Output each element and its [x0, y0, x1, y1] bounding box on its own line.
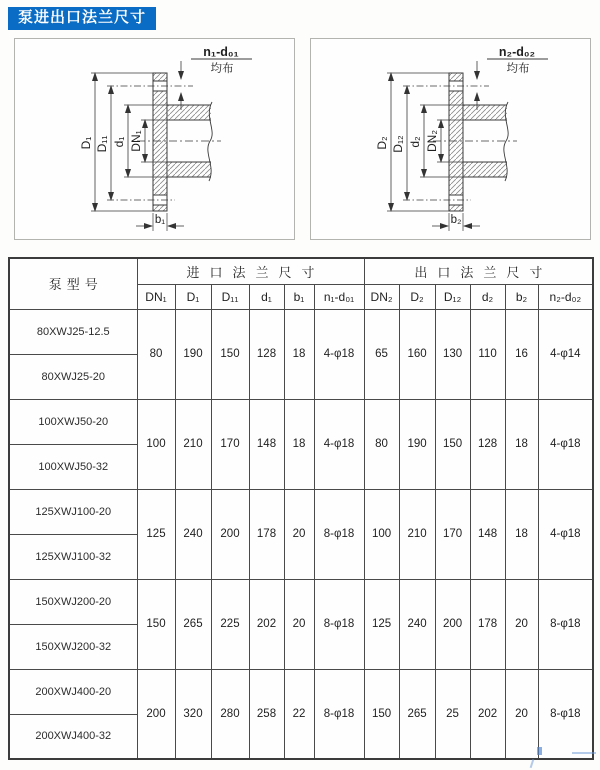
- dimension-value: 4-φ18: [314, 399, 364, 489]
- dimension-value: 20: [284, 579, 314, 669]
- flange-dimensions-table: [8, 257, 594, 760]
- evenly-distributed-label: 均布: [210, 63, 234, 75]
- dimension-value: 8-φ18: [538, 669, 593, 759]
- dimension-value: 110: [470, 309, 505, 399]
- thickness-dimension-label: b₁: [154, 214, 166, 226]
- dimension-value: 202: [470, 669, 505, 759]
- pump-model: 150XWJ200-20: [9, 579, 137, 624]
- pipe-wall-top: [167, 105, 211, 120]
- dimension-value: 18: [505, 489, 538, 579]
- table-row: [9, 669, 593, 714]
- outlet-group-header: 出口法兰尺寸: [364, 258, 593, 284]
- column-header-d2-small: d₂: [470, 284, 505, 309]
- dimension-value: 125: [364, 579, 399, 669]
- flange-plate: [449, 73, 463, 211]
- dimension-value: 240: [399, 579, 435, 669]
- pipe-wall-top: [463, 105, 507, 120]
- table-row: [9, 489, 593, 534]
- evenly-distributed-label: 均布: [506, 63, 530, 75]
- table-row: [9, 309, 593, 354]
- dimension-value: 170: [435, 489, 470, 579]
- dimension-value: 210: [399, 489, 435, 579]
- dimension-value: 4-φ14: [538, 309, 593, 399]
- column-header-dn2: DN₂: [364, 284, 399, 309]
- bore-dimension-label: DN₂: [425, 130, 439, 152]
- dimension-value: 190: [399, 399, 435, 489]
- dimension-value: 130: [435, 309, 470, 399]
- dimension-value: 80: [137, 309, 175, 399]
- dimension-value: 200: [435, 579, 470, 669]
- column-header-n2d02: n₂-d₀₂: [538, 284, 593, 309]
- bore-dimension-label: DN₁: [129, 130, 143, 152]
- pump-model: 200XWJ400-20: [9, 669, 137, 714]
- dimension-value: 320: [175, 669, 211, 759]
- od-dimension-label: D₂: [375, 136, 389, 150]
- column-header-d11: D₁₁: [211, 284, 249, 309]
- holes-count-label: n₁-d₀₁: [203, 45, 239, 59]
- pump-model: 200XWJ400-32: [9, 714, 137, 759]
- dimension-value: 20: [284, 489, 314, 579]
- dimension-value: 150: [137, 579, 175, 669]
- face-dimension-label: d₁: [112, 136, 126, 148]
- dimension-value: 148: [249, 399, 284, 489]
- dimension-value: 20: [505, 669, 538, 759]
- dimension-value: 100: [364, 489, 399, 579]
- watermark-tick: [530, 759, 535, 768]
- pipe-wall-bottom: [463, 162, 507, 177]
- dimension-value: 18: [284, 309, 314, 399]
- dimension-value: 25: [435, 669, 470, 759]
- inlet-flange-panel: [14, 38, 295, 240]
- dimension-value: 202: [249, 579, 284, 669]
- pump-model: 80XWJ25-20: [9, 354, 137, 399]
- dimension-value: 170: [211, 399, 249, 489]
- dimension-value: 20: [505, 579, 538, 669]
- pump-model: 125XWJ100-32: [9, 534, 137, 579]
- flange-plate: [153, 73, 167, 211]
- column-header-d1: D₁: [175, 284, 211, 309]
- column-header-dn1: DN₁: [137, 284, 175, 309]
- dimension-value: 160: [399, 309, 435, 399]
- table-row: [9, 399, 593, 444]
- column-header-b2: b₂: [505, 284, 538, 309]
- outlet-flange-panel: [310, 38, 591, 240]
- column-header-b1: b₁: [284, 284, 314, 309]
- diagram-panels: [14, 38, 591, 240]
- dimension-value: 18: [505, 399, 538, 489]
- column-header-n1d01: n₁-d₀₁: [314, 284, 364, 309]
- dimension-value: 258: [249, 669, 284, 759]
- dimension-value: 4-φ18: [538, 489, 593, 579]
- od-dimension-label: D₁: [79, 136, 93, 150]
- dimension-value: 178: [470, 579, 505, 669]
- outlet-flange-drawing: [311, 39, 590, 239]
- holes-count-label: n₂-d₀₂: [498, 45, 536, 59]
- inlet-flange-drawing: [15, 39, 294, 239]
- dimension-value: 150: [435, 399, 470, 489]
- dimension-value: 200: [137, 669, 175, 759]
- dimension-value: 265: [399, 669, 435, 759]
- column-header-d1-small: d₁: [249, 284, 284, 309]
- pump-model: 100XWJ50-32: [9, 444, 137, 489]
- dimension-value: 150: [211, 309, 249, 399]
- pump-model: 125XWJ100-20: [9, 489, 137, 534]
- dimension-value: 280: [211, 669, 249, 759]
- bolt-circle-dimension-label: D₁₁: [95, 135, 109, 153]
- face-dimension-label: d₂: [408, 136, 422, 148]
- dimension-value: 8-φ18: [538, 579, 593, 669]
- dimension-value: 200: [211, 489, 249, 579]
- dimension-value: 178: [249, 489, 284, 579]
- dimension-value: 8-φ18: [314, 669, 364, 759]
- dimension-value: 225: [211, 579, 249, 669]
- dimension-value: 22: [284, 669, 314, 759]
- column-header-d2: D₂: [399, 284, 435, 309]
- dimension-value: 210: [175, 399, 211, 489]
- pipe-wall-bottom: [167, 162, 211, 177]
- dimension-value: 148: [470, 489, 505, 579]
- dimension-value: 128: [249, 309, 284, 399]
- pump-model: 150XWJ200-32: [9, 624, 137, 669]
- table-row: [9, 579, 593, 624]
- column-header-d12: D₁₂: [435, 284, 470, 309]
- dimension-value: 16: [505, 309, 538, 399]
- dimension-value: 4-φ18: [538, 399, 593, 489]
- dimension-value: 240: [175, 489, 211, 579]
- watermark-mark: [537, 747, 542, 755]
- dimension-value: 265: [175, 579, 211, 669]
- thickness-dimension-label: b₂: [450, 214, 462, 226]
- page-title: 泵进出口法兰尺寸: [8, 7, 156, 30]
- watermark-dash: [572, 752, 596, 754]
- pump-model: 80XWJ25-12.5: [9, 309, 137, 354]
- dimension-value: 190: [175, 309, 211, 399]
- dimension-value: 128: [470, 399, 505, 489]
- inlet-group-header: 进口法兰尺寸: [137, 258, 364, 284]
- dimension-value: 80: [364, 399, 399, 489]
- model-column-header: 泵型号: [9, 258, 137, 309]
- dimension-value: 18: [284, 399, 314, 489]
- dimension-value: 4-φ18: [314, 309, 364, 399]
- dimension-value: 65: [364, 309, 399, 399]
- dimension-value: 8-φ18: [314, 489, 364, 579]
- bolt-circle-dimension-label: D₁₂: [391, 135, 405, 153]
- dimension-value: 125: [137, 489, 175, 579]
- pump-model: 100XWJ50-20: [9, 399, 137, 444]
- dimension-value: 100: [137, 399, 175, 489]
- dimension-value: 150: [364, 669, 399, 759]
- dimension-value: 8-φ18: [314, 579, 364, 669]
